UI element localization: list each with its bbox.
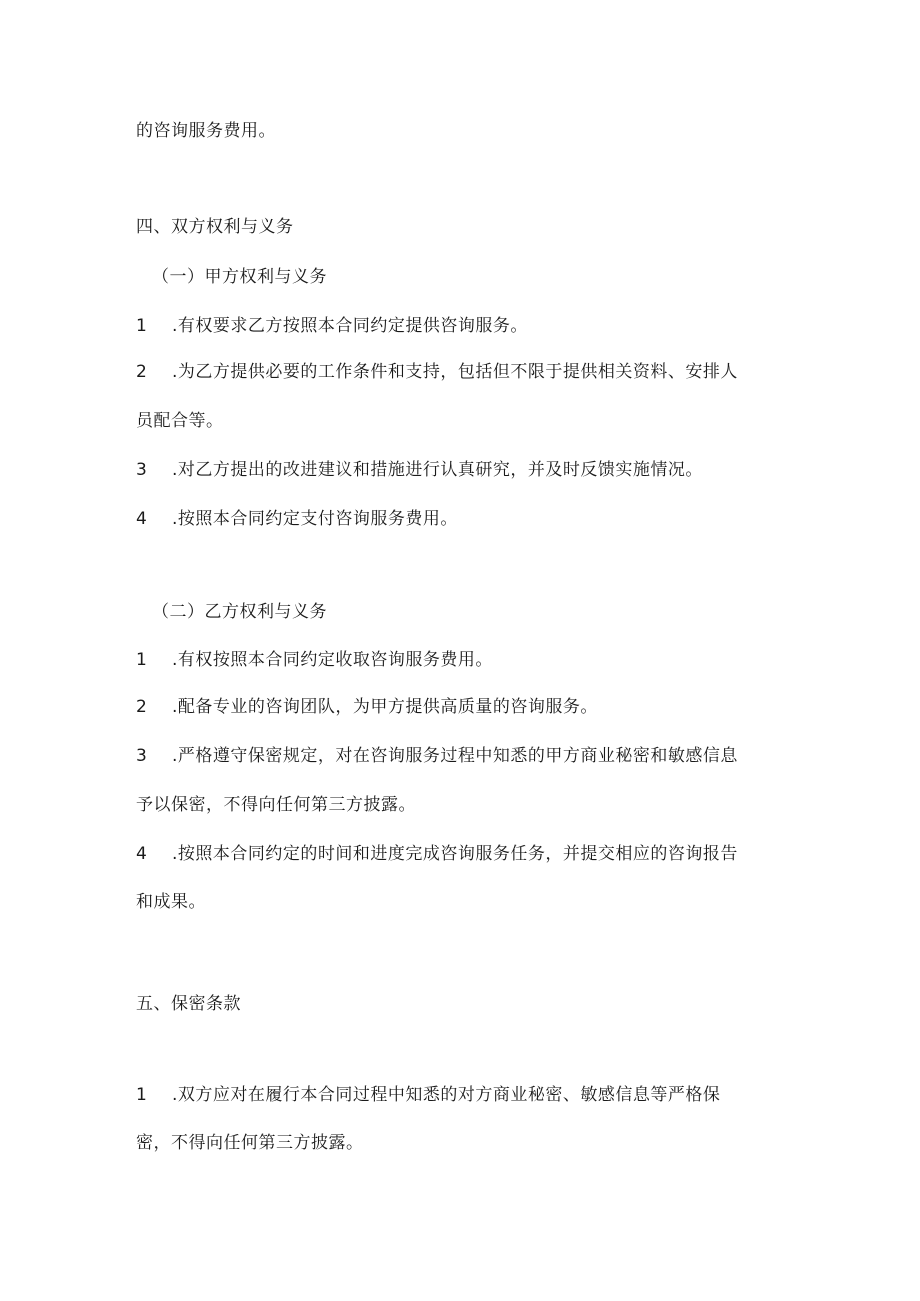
list-item-continuation: 员配合等。 xyxy=(136,411,224,431)
list-item-continuation: 和成果。 xyxy=(136,892,206,912)
list-item-continuation: 予以保密，不得向任何第三方披露。 xyxy=(136,795,416,815)
list-item: 2 .为乙方提供必要的工作条件和支持，包括但不限于提供相关资料、安排人 xyxy=(136,362,738,382)
subsection-heading-party-b: （二）乙方权利与义务 xyxy=(152,602,327,622)
section-heading-4: 四、双方权利与义务 xyxy=(136,217,294,237)
list-item: 1 .有权要求乙方按照本合同约定提供咨询服务。 xyxy=(136,316,528,336)
list-item: 2 .配备专业的咨询团队，为甲方提供高质量的咨询服务。 xyxy=(136,697,598,717)
list-item: 3 .对乙方提出的改进建议和措施进行认真研究，并及时反馈实施情况。 xyxy=(136,460,703,480)
list-item-continuation: 密，不得向任何第三方披露。 xyxy=(136,1133,364,1153)
list-item: 4 .按照本合同约定支付咨询服务费用。 xyxy=(136,509,458,529)
list-item: 4 .按照本合同约定的时间和进度完成咨询服务任务，并提交相应的咨询报告 xyxy=(136,844,738,864)
list-item: 1 .双方应对在履行本合同过程中知悉的对方商业秘密、敏感信息等严格保 xyxy=(136,1085,721,1105)
list-item: 1 .有权按照本合同约定收取咨询服务费用。 xyxy=(136,650,493,670)
paragraph-continuation: 的咨询服务费用。 xyxy=(136,121,276,141)
list-item: 3 .严格遵守保密规定，对在咨询服务过程中知悉的甲方商业秘密和敏感信息 xyxy=(136,746,738,766)
section-heading-5: 五、保密条款 xyxy=(136,994,241,1014)
subsection-heading-party-a: （一）甲方权利与义务 xyxy=(152,267,327,287)
